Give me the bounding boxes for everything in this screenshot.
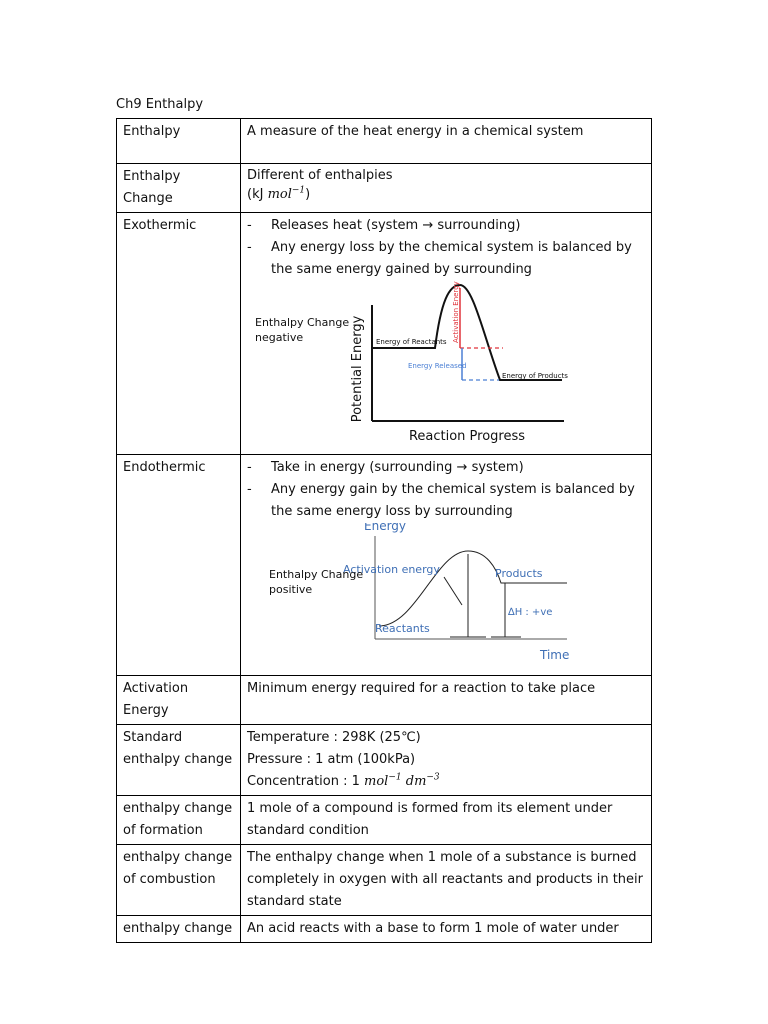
table-row xyxy=(117,725,652,796)
reaction-curve xyxy=(372,285,562,380)
table-row xyxy=(117,916,652,943)
activation-energy-label: Activation Energy xyxy=(452,281,460,343)
activation-pointer xyxy=(444,577,462,605)
definition-cell: The enthalpy change when 1 mole of a substance is burned completely in oxygen with all reactants and products in their standard state xyxy=(241,845,652,916)
energy-released-label: Energy Released xyxy=(408,362,467,370)
bullet-list xyxy=(247,457,645,523)
definition-cell xyxy=(241,213,652,455)
page-title: Ch9 Enthalpy xyxy=(116,97,204,112)
list-item: - Releases heat (system → surrounding) xyxy=(247,215,645,237)
y-axis-label: Energy xyxy=(364,523,407,533)
list-item: - Any energy gain by the chemical system is balanced by the same energy loss by surrounding xyxy=(247,479,645,523)
y-axis-label: Potential Energy xyxy=(350,315,365,423)
table-row xyxy=(117,164,652,213)
table-row xyxy=(117,796,652,845)
concentration-text: Concentration : 1 mol$^{-1}$ $dm^{-3}$ xyxy=(247,772,440,789)
term-cell: enthalpy change of combustion xyxy=(117,845,241,916)
definition-cell: A measure of the heat energy in a chemical system xyxy=(241,119,652,164)
exothermic-diagram xyxy=(241,281,651,451)
x-axis-label: Time xyxy=(540,648,570,662)
term-cell: Endothermic xyxy=(117,455,241,676)
products-label: Products xyxy=(495,567,543,580)
definition-cell: Minimum energy required for a reaction to take place xyxy=(241,676,652,725)
definition-cell xyxy=(241,164,652,213)
table-row xyxy=(117,676,652,725)
definition-cell: 1 mole of a compound is formed from its element under standard condition xyxy=(241,796,652,845)
activation-energy-label: Activation energy xyxy=(343,563,440,576)
bullet-list xyxy=(247,215,645,281)
term-cell: Exothermic xyxy=(117,213,241,455)
table-row xyxy=(117,455,652,676)
enthalpy-notes-table xyxy=(116,118,652,943)
table-row xyxy=(117,119,652,164)
reactants-label: Reactants xyxy=(375,622,430,635)
table-row xyxy=(117,213,652,455)
x-axis-label: Reaction Progress xyxy=(408,429,526,444)
term-cell: Activation Energy xyxy=(117,676,241,725)
term-cell: Enthalpy Change xyxy=(117,164,241,213)
energy-time-chart xyxy=(241,523,651,673)
enthalpy-change-note: Enthalpy Change negative xyxy=(255,316,350,344)
term-cell: Standard enthalpy change xyxy=(117,725,241,796)
term-cell: enthalpy change of formation xyxy=(117,796,241,845)
enthalpy-change-note: Enthalpy Change positive xyxy=(269,568,364,596)
definition-cell xyxy=(241,725,652,796)
reactants-energy-label: Energy of Reactants xyxy=(376,338,447,346)
definition-text: Different of enthalpies xyxy=(247,168,393,183)
unit-text: (kJ mol$^{-1}$) xyxy=(247,185,311,202)
delta-h-label: ∆H : +ve xyxy=(508,607,553,618)
list-item: - Any energy loss by the chemical system is balanced by the same energy gained by surrounding xyxy=(247,237,645,281)
definition-cell xyxy=(241,455,652,676)
energy-profile-chart xyxy=(241,281,651,451)
term-cell: Enthalpy xyxy=(117,119,241,164)
definition-cell: An acid reacts with a base to form 1 mole of water under xyxy=(241,916,652,943)
temperature-text: Temperature : 298K (25℃) xyxy=(247,730,421,745)
pressure-text: Pressure : 1 atm (100kPa) xyxy=(247,752,416,767)
table-row xyxy=(117,845,652,916)
list-item: - Take in energy (surrounding → system) xyxy=(247,457,645,479)
term-cell: enthalpy change xyxy=(117,916,241,943)
products-energy-label: Energy of Products xyxy=(502,372,568,380)
endothermic-diagram xyxy=(241,523,651,673)
